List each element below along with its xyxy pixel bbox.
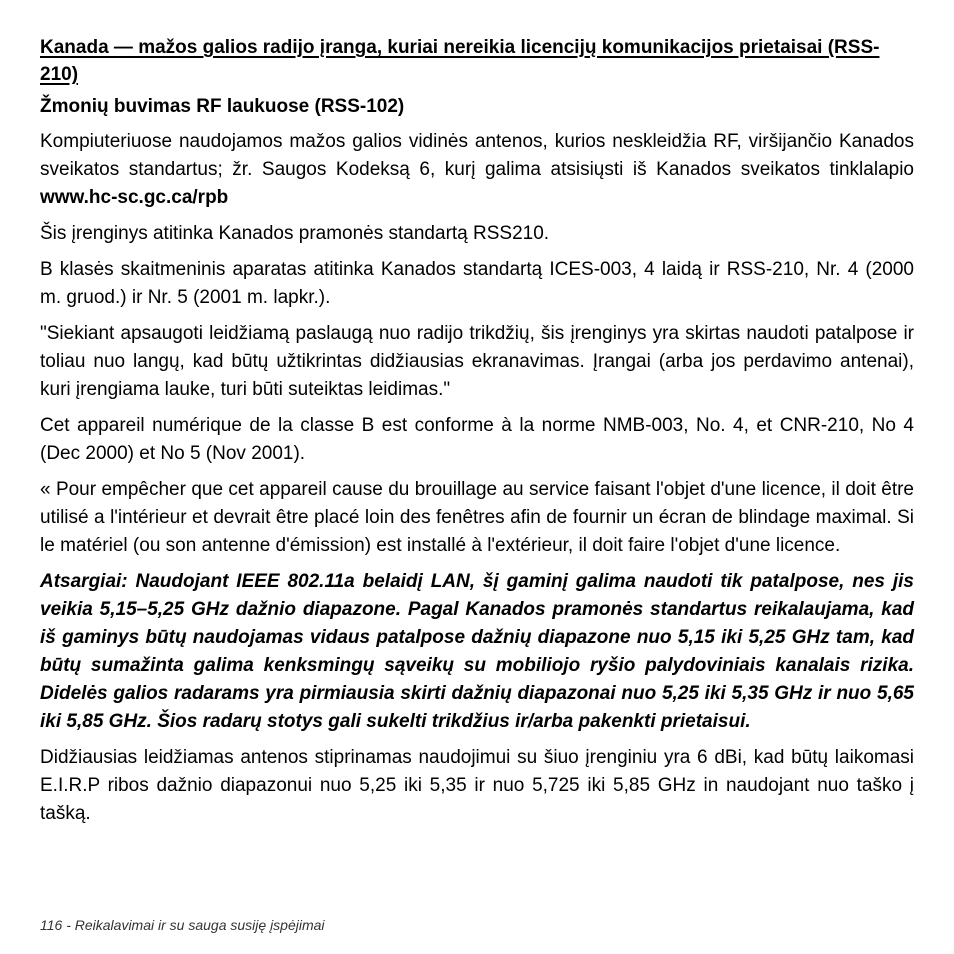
paragraph-interference-fr: « Pour empêcher que cet appareil cause du brouillage au service faisant l'objet d'une licence, il doit être utilisé a l'intérieur et devrait être placé loin des fenêtres afin de fournir un écran de blindage maximal. Si le matériel (ou son antenne d'émission) est installé à l'extérieur, il doit faire l'objet d'une licence. (40, 479, 914, 556)
page-content (40, 34, 914, 836)
page-footer: 116 - Reikalavimai ir su sauga susiję įspėjimai (40, 917, 325, 933)
health-canada-url: www.hc-sc.gc.ca/rpb (40, 187, 229, 208)
paragraph-interference-lt: "Siekiant apsaugoti leidžiamą paslaugą nuo radijo trikdžių, šis įrenginys yra skirtas naudoti patalpose ir toliau nuo langų, kad būtų užtikrintas didžiausias ekranavimas. Įrangai (arba jos perdavimo antenai), kuri įrengiama lauke, turi būti suteiktas leidimas." (40, 323, 914, 400)
paragraph-rss210: Šis įrenginys atitinka Kanados pramonės standartą RSS210. (40, 223, 550, 244)
paragraph-rf-exposure-text: Kompiuteriuose naudojamos mažos galios vidinės antenos, kurios neskleidžia RF, viršijančio Kanados sveikatos standartus; žr. Saugos Kodeksą 6, kurį galima atsisiųsti iš Kanados sveikatos tinklalapio (40, 131, 914, 180)
subsection-heading: Žmonių buvimas RF laukuose (RSS-102) (40, 96, 405, 117)
paragraph-antenna-gain: Didžiausias leidžiamas antenos stiprinamas naudojimui su šiuo įrenginiu yra 6 dBi, kad būtų laikomasi E.I.R.P ribos dažnio diapazonui nuo 5,25 iki 5,35 ir nuo 5,725 iki 5,85 GHz in naudojant nuo taško į tašką. (40, 747, 914, 824)
paragraph-rf-exposure (40, 128, 914, 212)
paragraph-ices003: B klasės skaitmeninis aparatas atitinka Kanados standartą ICES-003, 4 laidą ir RSS-210, Nr. 4 (2000 m. gruod.) ir Nr. 5 (2001 m. lapkr.). (40, 259, 914, 308)
section-heading (40, 34, 914, 88)
section-heading-text: Kanada — mažos galios radijo įranga, kuriai nereikia licencijų komunikacijos prietaisai (RSS-210) (40, 37, 880, 85)
paragraph-nmb003-fr: Cet appareil numérique de la classe B est conforme à la norme NMB-003, No. 4, et CNR-210, No 4 (Dec 2000) et No 5 (Nov 2001). (40, 415, 914, 464)
warning-paragraph: Atsargiai: Naudojant IEEE 802.11a belaidį LAN, šį gaminį galima naudoti tik patalpose, nes jis veikia 5,15–5,25 GHz dažnio diapazone. Pagal Kanados pramonės standartus reikalaujama, kad iš gaminys būtų naudojamas vidaus patalpose dažnių diapazone nuo 5,15 iki 5,25 GHz tam, kad būtų sumažinta galima kenksmingų sąveikų su mobiliojo ryšio palydoviniais kanalais rizika. Didelės galios radarams yra pirmiausia skirti dažnių diapazonai nuo 5,25 iki 5,35 GHz ir nuo 5,65 iki 5,85 GHz. Šios radarų stotys gali sukelti trikdžius ir/arba pakenkti prietaisui. (40, 571, 914, 732)
